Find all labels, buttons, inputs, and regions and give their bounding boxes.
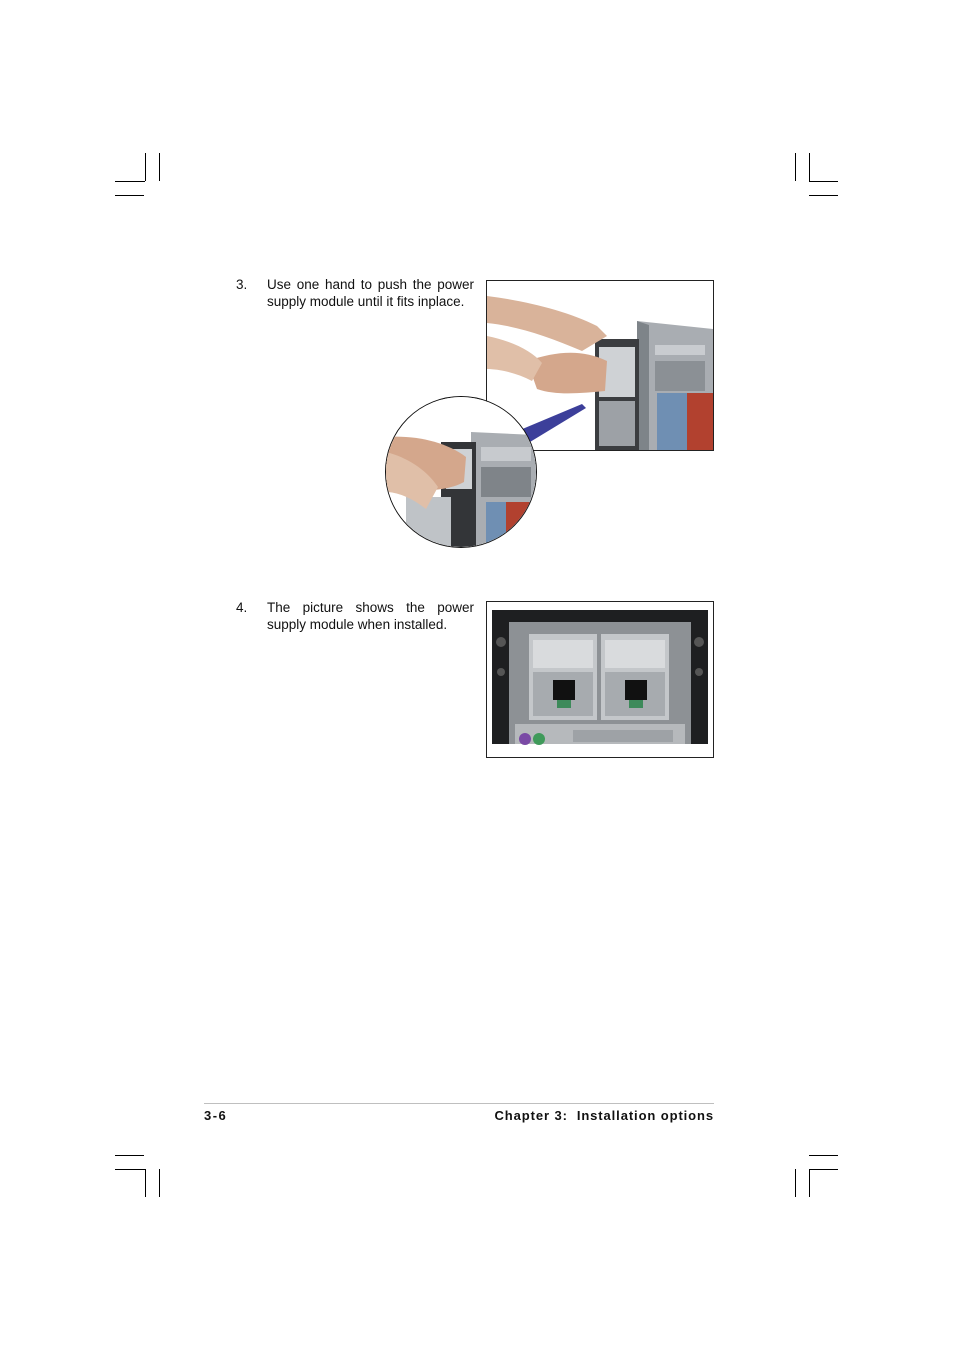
page-number: 3-6 bbox=[204, 1108, 228, 1123]
zoom-detail-illustration bbox=[386, 397, 536, 547]
callout-wedge bbox=[520, 400, 590, 445]
step-4-text: The picture shows the power supply module when installed. bbox=[267, 600, 474, 632]
psu-installed-photo bbox=[486, 601, 714, 758]
step-4-number: 4. bbox=[236, 600, 248, 615]
chapter-title: Chapter 3: Installation options bbox=[494, 1108, 714, 1123]
step-3-number: 3. bbox=[236, 277, 248, 292]
zoom-circle-detail bbox=[385, 396, 537, 548]
step-3-text: Use one hand to push the power supply module until it fits inplace. bbox=[267, 277, 474, 309]
psu-installed-illustration bbox=[487, 602, 713, 757]
footer-rule bbox=[204, 1103, 714, 1104]
